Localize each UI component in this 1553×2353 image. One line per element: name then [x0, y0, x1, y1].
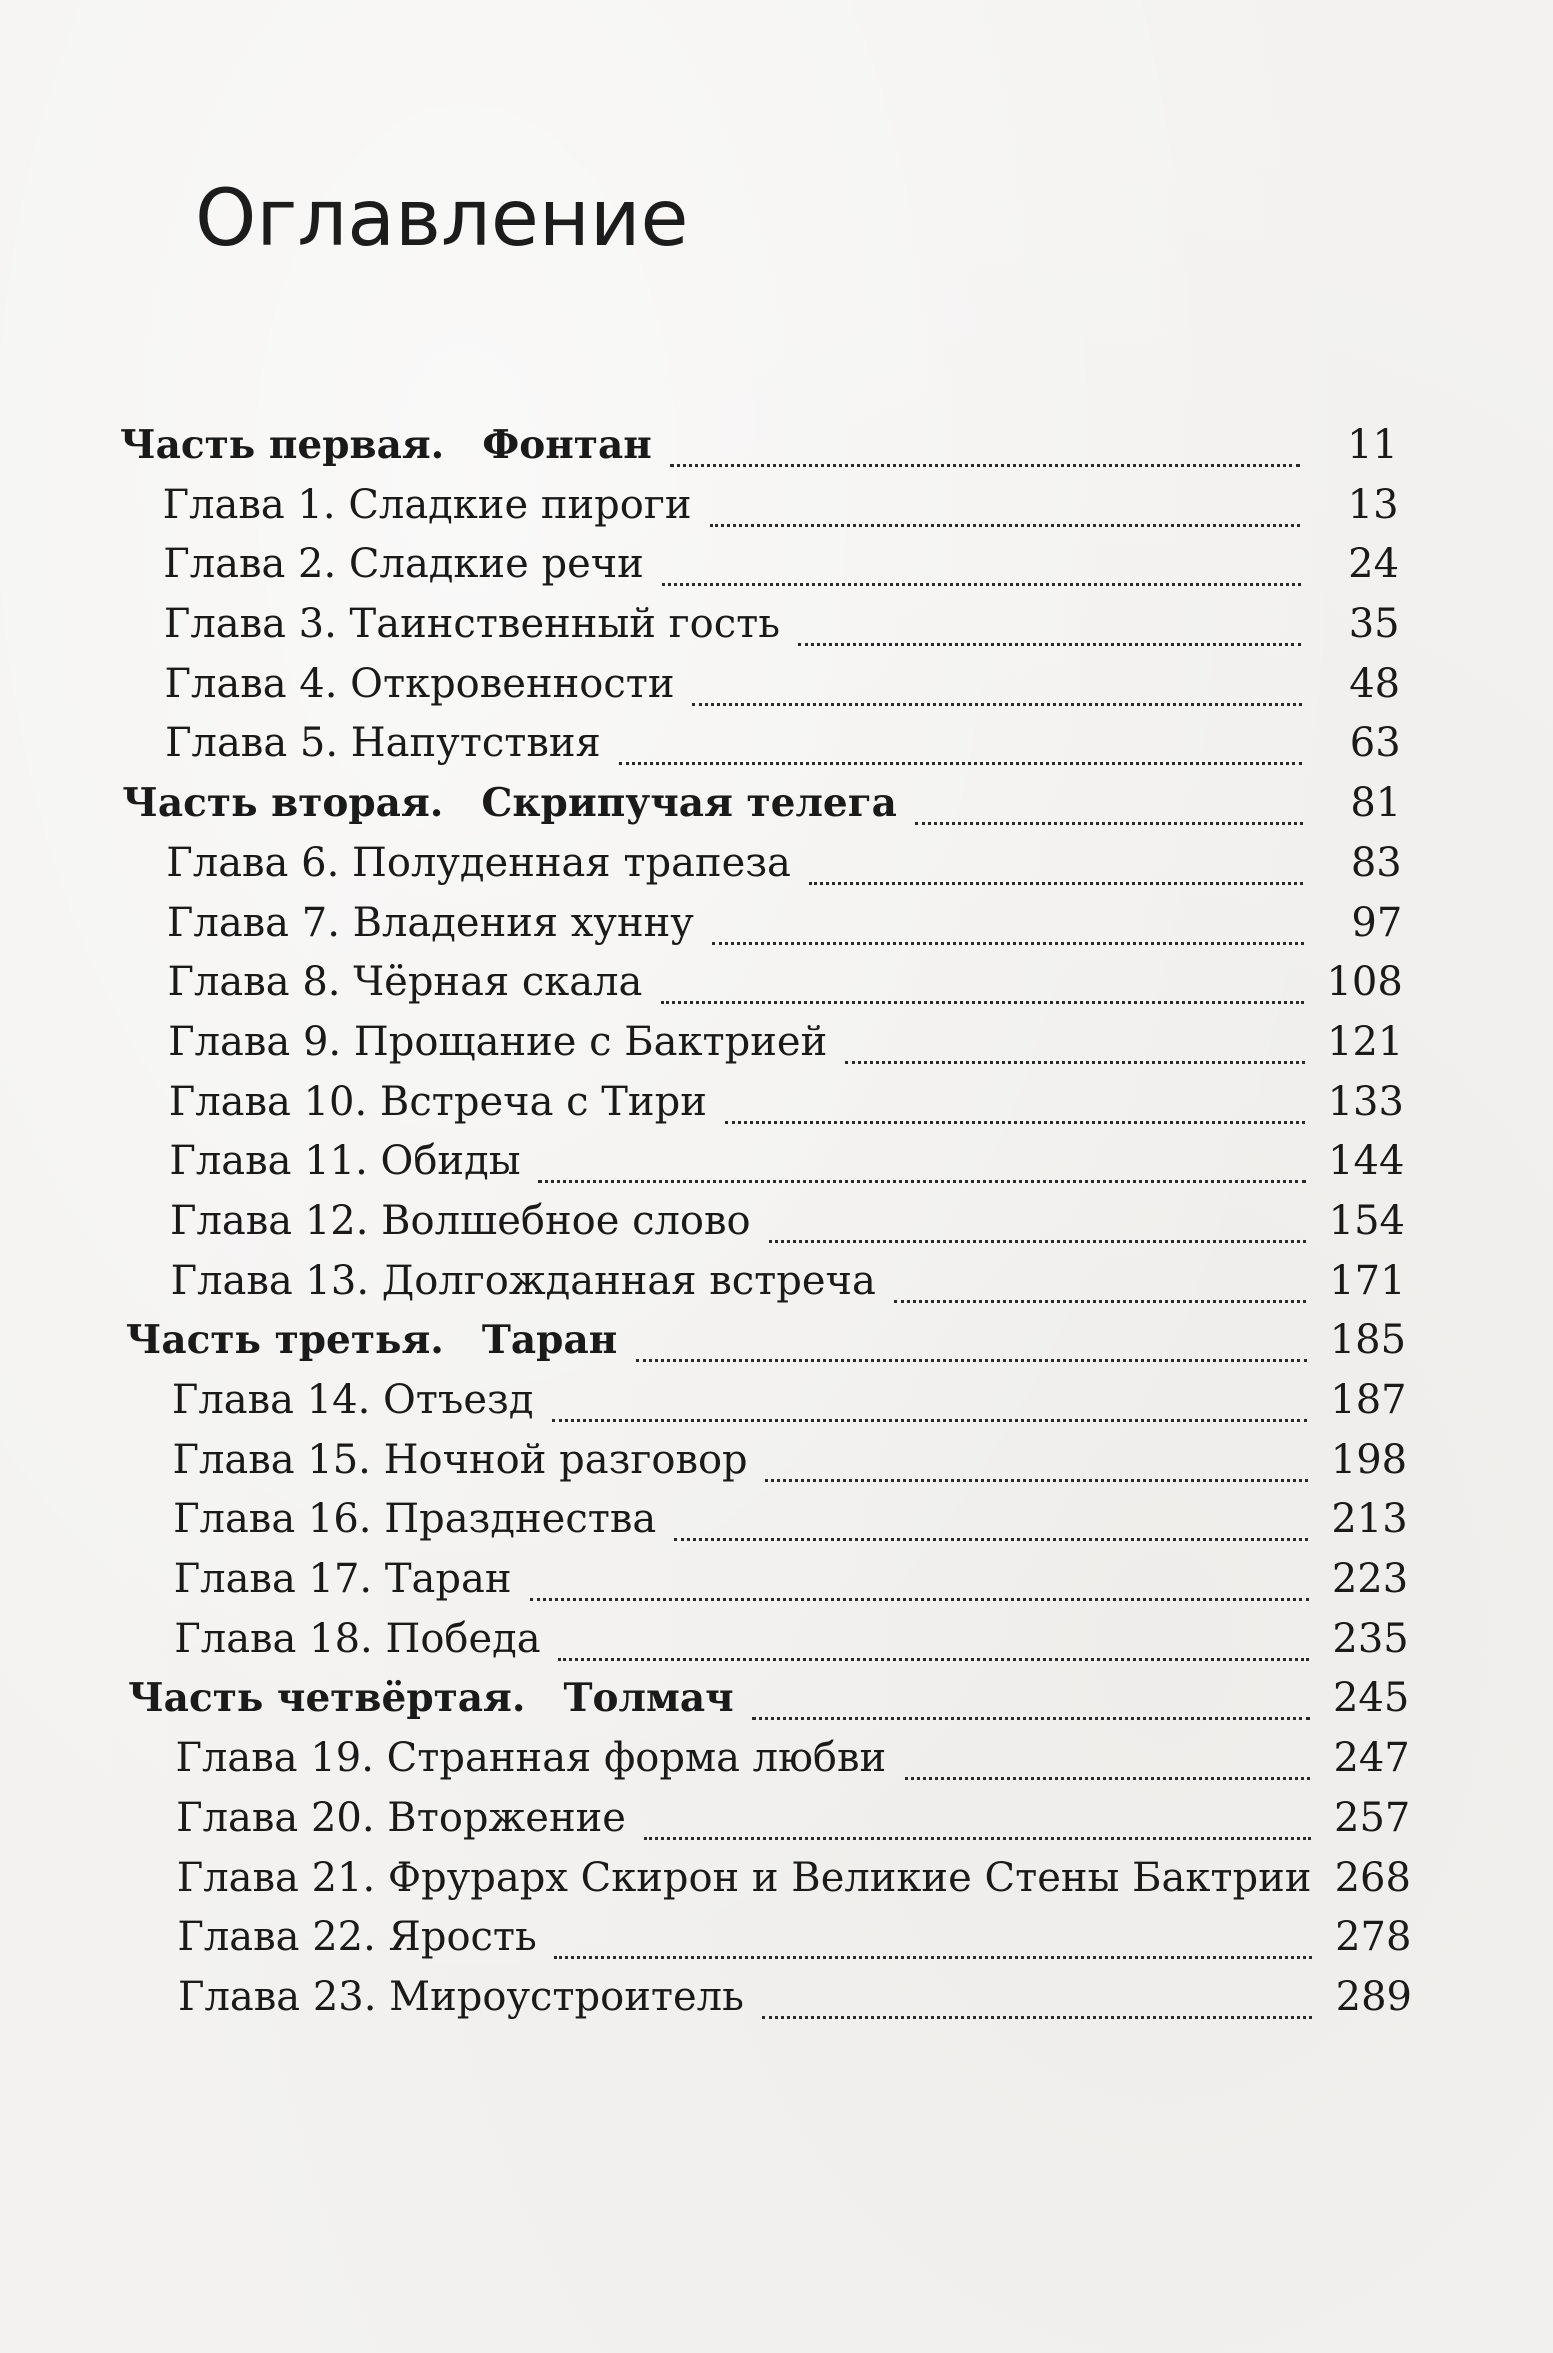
- chapter-title: [164, 655, 674, 714]
- toc-chapter-row[interactable]: [0, 1073, 1553, 1133]
- page-number: 133: [1327, 1078, 1404, 1125]
- page-number: 48: [1349, 660, 1401, 707]
- toc-chapter-row[interactable]: [0, 1849, 1553, 1909]
- dot-leader: [845, 1027, 1305, 1064]
- page-number: 198: [1330, 1436, 1408, 1483]
- chapter-title: [163, 476, 692, 535]
- page-number: 24: [1348, 541, 1400, 588]
- chapter-label: Глава 10. Встреча с Тири: [168, 1078, 707, 1125]
- dot-leader: [558, 1624, 1309, 1661]
- toc-chapter-row[interactable]: [0, 1908, 1553, 1968]
- toc-chapter-row[interactable]: [0, 1013, 1553, 1073]
- page-number: 13: [1347, 481, 1399, 528]
- chapter-title: [170, 1192, 751, 1251]
- part-label: Часть четвёртая.: [128, 1675, 526, 1722]
- part-label: Часть вторая.: [122, 780, 444, 827]
- table-of-contents: [0, 416, 1553, 2028]
- toc-chapter-row[interactable]: [0, 476, 1553, 536]
- chapter-title: [174, 1550, 512, 1609]
- chapter-label: Глава 7. Владения хунну: [166, 899, 694, 946]
- toc-chapter-row[interactable]: [0, 1968, 1553, 2028]
- part-subtitle: Скрипучая телега: [481, 780, 897, 827]
- page-number: 97: [1351, 899, 1403, 946]
- toc-chapter-row[interactable]: [0, 535, 1553, 595]
- chapter-title: [178, 1968, 744, 2027]
- part-subtitle: Толмач: [563, 1675, 734, 1722]
- page-number: 154: [1328, 1197, 1405, 1244]
- page-number: 247: [1333, 1735, 1410, 1782]
- chapter-label: Глава 20. Вторжение: [176, 1794, 626, 1841]
- chapter-label: Глава 2. Сладкие речи: [163, 541, 644, 588]
- dot-leader: [661, 967, 1304, 1004]
- page-number: 289: [1335, 1973, 1412, 2020]
- part-title: [128, 1669, 734, 1728]
- toc-chapter-row[interactable]: [0, 1252, 1553, 1312]
- page-number: 144: [1328, 1138, 1405, 1185]
- part-label: Часть третья.: [125, 1317, 444, 1364]
- chapter-title: [176, 1729, 887, 1788]
- toc-chapter-row[interactable]: [0, 1610, 1553, 1670]
- page-number: 257: [1334, 1794, 1411, 1841]
- chapter-title: [167, 894, 694, 953]
- page-number: 171: [1329, 1257, 1406, 1304]
- dot-leader: [552, 1385, 1307, 1422]
- toc-chapter-row[interactable]: [0, 1490, 1553, 1550]
- dot-leader: [662, 549, 1301, 586]
- toc-chapter-row[interactable]: [0, 1371, 1553, 1431]
- dot-leader: [725, 1087, 1305, 1124]
- chapter-label: Глава 17. Таран: [173, 1556, 512, 1603]
- chapter-label: Глава 11. Обиды: [169, 1138, 521, 1185]
- page-number: 63: [1349, 720, 1401, 767]
- dot-leader: [692, 669, 1302, 706]
- chapter-label: Глава 9. Прощание с Бактрией: [168, 1018, 828, 1065]
- page-number: 11: [1347, 422, 1398, 468]
- dot-leader: [915, 788, 1303, 825]
- chapter-title: [164, 595, 780, 654]
- dot-leader: [905, 1743, 1310, 1780]
- part-label: Часть первая.: [120, 422, 445, 468]
- page-number: 35: [1348, 601, 1400, 648]
- chapter-title: [166, 834, 791, 893]
- toc-chapter-row[interactable]: [0, 1431, 1553, 1491]
- chapter-label: Глава 8. Чёрная скала: [167, 959, 643, 1006]
- page-number: 223: [1331, 1556, 1409, 1603]
- chapter-label: Глава 5. Напутствия: [165, 720, 601, 767]
- part-subtitle: Фонтан: [482, 422, 652, 468]
- dot-leader: [636, 1325, 1307, 1362]
- toc-chapter-row[interactable]: [0, 655, 1553, 715]
- toc-chapter-row[interactable]: [0, 595, 1553, 655]
- chapter-title: [168, 953, 643, 1012]
- toc-chapter-row[interactable]: [0, 1550, 1553, 1610]
- dot-leader: [670, 430, 1300, 467]
- page-number: 185: [1329, 1317, 1407, 1364]
- toc-chapter-row[interactable]: [0, 1789, 1553, 1849]
- dot-leader: [674, 1504, 1308, 1541]
- page-number: 268: [1334, 1854, 1411, 1901]
- chapter-title: [176, 1789, 626, 1848]
- chapter-label: Глава 14. Отъезд: [171, 1377, 534, 1423]
- page-number: 108: [1326, 959, 1403, 1006]
- page-number: 187: [1330, 1377, 1407, 1423]
- page-number: 278: [1335, 1914, 1412, 1961]
- chapter-label: Глава 21. Фрурарх Скирон и Великие Стены Бактрии: [176, 1854, 1312, 1901]
- chapter-title: [173, 1490, 656, 1549]
- toc-chapter-row[interactable]: [0, 1132, 1553, 1192]
- chapter-title: [169, 1132, 520, 1191]
- page-number: 121: [1327, 1018, 1404, 1065]
- dot-leader: [798, 609, 1301, 646]
- toc-chapter-row[interactable]: [0, 834, 1553, 894]
- chapter-label: Глава 16. Празднества: [173, 1496, 657, 1543]
- chapter-title: [174, 1610, 540, 1669]
- chapter-label: Глава 22. Ярость: [177, 1914, 537, 1961]
- chapter-label: Глава 12. Волшебное слово: [170, 1197, 751, 1244]
- part-subtitle: Таран: [481, 1317, 618, 1364]
- dot-leader: [710, 490, 1300, 527]
- page-title: Оглавление: [195, 174, 689, 264]
- chapter-title: [177, 1849, 1312, 1908]
- dot-leader: [554, 1922, 1312, 1959]
- chapter-label: Глава 18. Победа: [174, 1615, 541, 1662]
- toc-chapter-row[interactable]: [0, 1729, 1553, 1789]
- part-title: [126, 1311, 618, 1370]
- chapter-title: [168, 1013, 827, 1072]
- toc-part-row[interactable]: [0, 1311, 1553, 1371]
- chapter-title: [163, 535, 644, 594]
- chapter-label: Глава 15. Ночной разговор: [172, 1436, 748, 1483]
- toc-part-row[interactable]: [0, 416, 1553, 476]
- dot-leader: [712, 908, 1304, 945]
- dot-leader: [538, 1146, 1306, 1183]
- chapter-label: Глава 3. Таинственный гость: [163, 601, 780, 648]
- dot-leader: [765, 1445, 1308, 1482]
- dot-leader: [769, 1206, 1306, 1243]
- toc-chapter-row[interactable]: [0, 894, 1553, 954]
- dot-leader: [752, 1683, 1310, 1720]
- toc-part-row[interactable]: [0, 774, 1553, 834]
- chapter-label: Глава 23. Мироустроитель: [178, 1973, 744, 2020]
- toc-chapter-row[interactable]: [0, 1192, 1553, 1252]
- chapter-title: [172, 1371, 534, 1430]
- dot-leader: [530, 1564, 1309, 1601]
- chapter-title: [172, 1431, 747, 1490]
- chapter-title: [165, 714, 601, 773]
- toc-chapter-row[interactable]: [0, 953, 1553, 1013]
- toc-part-row[interactable]: [0, 1669, 1553, 1729]
- chapter-label: Глава 4. Откровенности: [164, 660, 675, 707]
- chapter-title: [169, 1073, 707, 1132]
- chapter-title: [171, 1252, 876, 1311]
- page-number: 245: [1332, 1675, 1410, 1722]
- page-number: 83: [1350, 839, 1402, 886]
- dot-leader: [894, 1266, 1306, 1303]
- chapter-title: [177, 1908, 536, 1967]
- part-title: [122, 774, 897, 833]
- dot-leader: [619, 728, 1302, 765]
- page-number: 213: [1331, 1496, 1408, 1543]
- chapter-label: Глава 19. Странная форма любви: [175, 1735, 887, 1782]
- part-title: [120, 416, 652, 475]
- dot-leader: [809, 848, 1303, 885]
- chapter-label: Глава 13. Долгожданная встреча: [170, 1257, 876, 1304]
- chapter-label: Глава 1. Сладкие пироги: [162, 481, 692, 528]
- page-number: 235: [1332, 1615, 1409, 1662]
- page-number: 81: [1350, 780, 1402, 827]
- dot-leader: [644, 1803, 1311, 1840]
- dot-leader: [762, 1982, 1312, 2019]
- toc-chapter-row[interactable]: [0, 714, 1553, 774]
- chapter-label: Глава 6. Полуденная трапеза: [166, 839, 791, 886]
